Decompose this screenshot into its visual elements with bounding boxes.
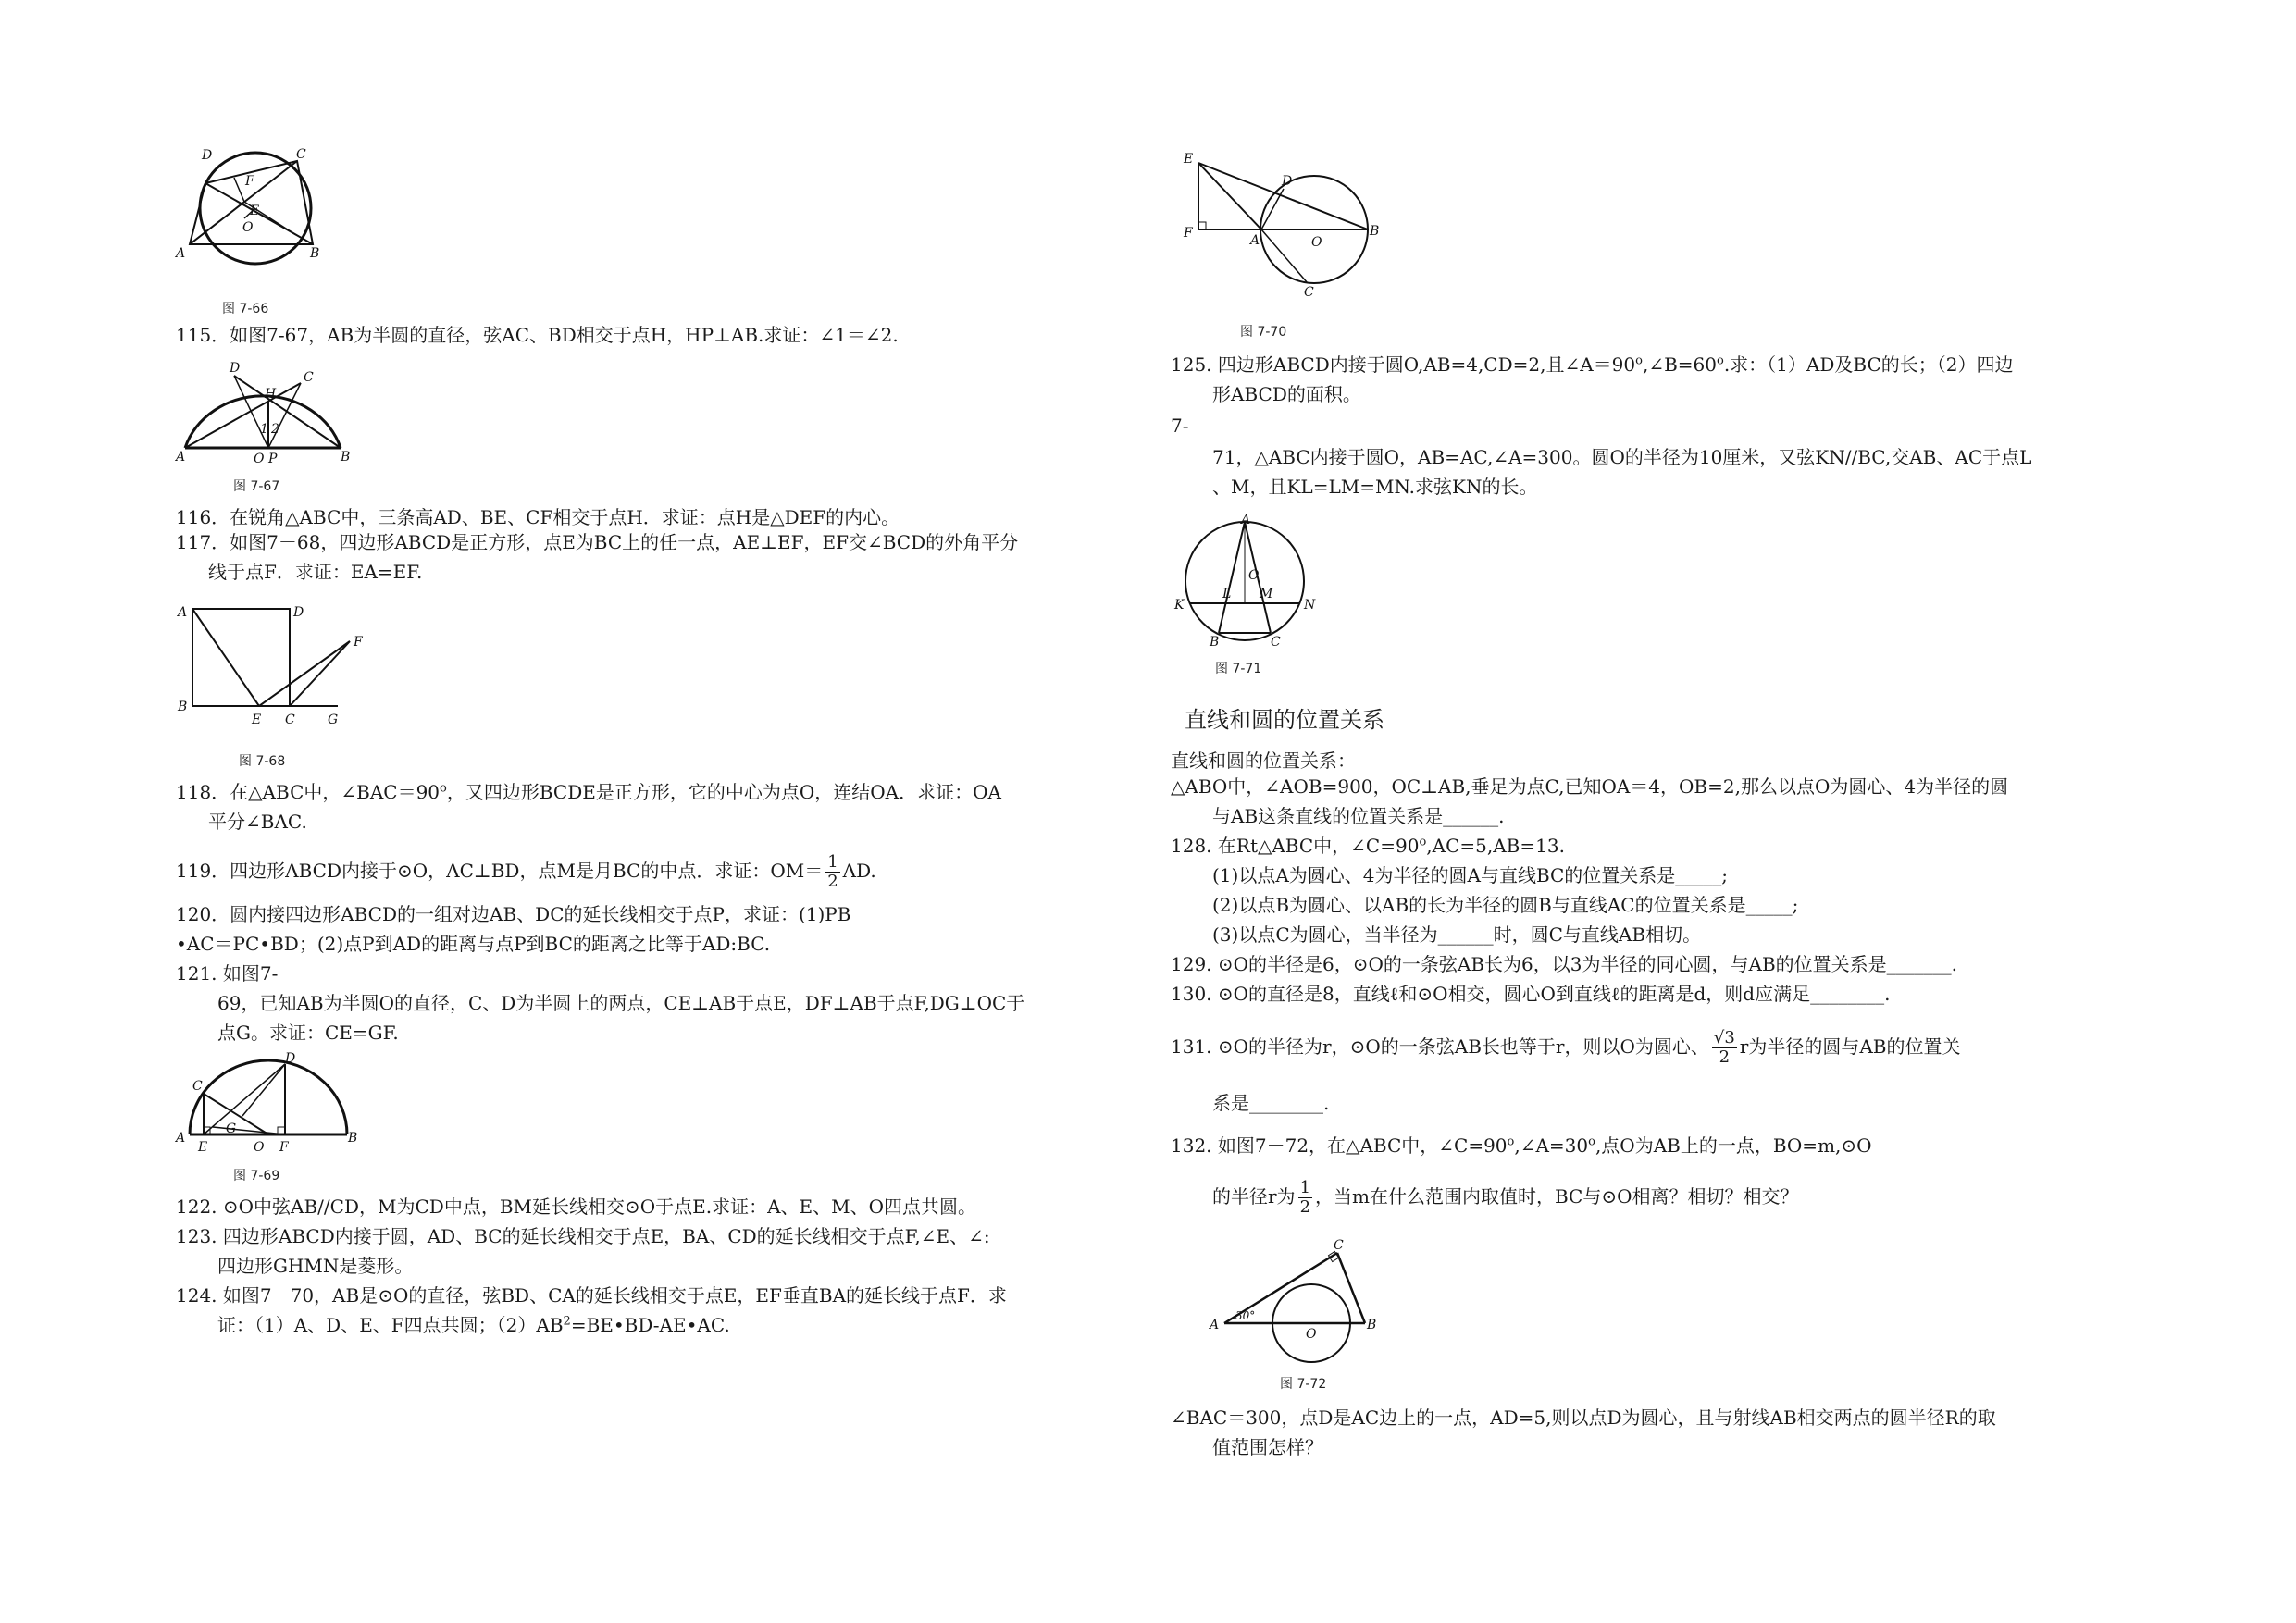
problem-125-mid: ,∠B=60 [1642,353,1717,376]
figure-7-72 [1208,1238,1393,1358]
label-B: B [1370,224,1380,239]
problem-130: 130. ⊙O的直径是8，直线ℓ和⊙O相交，圆心O到直线ℓ的距离是d，则d应满足________. [1171,983,1891,1005]
label-C: C [1304,285,1314,300]
degree-sup: o [1635,353,1643,368]
figure-7-69 [176,1051,361,1155]
label-A: A [1241,513,1251,527]
figure-7-69-drawing [176,1051,361,1155]
problem-125-text: 125. 四边形ABCD内接于圆O,AB=4,CD=2,且∠A＝90 [1171,353,1636,376]
problem-132-text3: ，当m在什么范围内取值时，BC与⊙O相离？相切？相交？ [1315,1185,1799,1208]
label-B: B [348,1131,358,1146]
problem-124-text: 证：（1）A、D、E、F四点共圆；（2）AB [217,1314,564,1336]
label-C: C [304,370,314,385]
problem-122: 122. ⊙O中弦AB//CD，M为CD中点，BM延长线相交⊙O于点E.求证：A、E、M、O四点共圆。 [176,1196,977,1218]
problem-120-line1: 120．圆内接四边形ABCD的一组对边AB、DC的延长线相交于点P，求证：(1)PB [176,903,851,925]
label-B: B [1210,635,1220,650]
problem-129: 129. ⊙O的半径是6，⊙O的一条弦AB长为6，以3为半径的同心圆，与AB的位置关系是_______. [1171,953,1958,975]
label-M: M [1260,587,1273,601]
figure-7-66-caption: 图 7-66 [222,302,269,316]
figure-7-72-drawing [1208,1238,1393,1358]
label-D: D [285,1051,296,1066]
problem-131-line1 [1171,1029,1960,1067]
label-C: C [1271,635,1281,650]
label-E: E [1184,152,1194,167]
problem-118-text: 118．在△ABC中，∠BAC＝90 [176,781,441,803]
problem-121-line1: 121. 如图7- [176,962,279,985]
label-D: D [293,605,304,620]
problem-119-text-end: AD. [842,860,876,882]
section-subheading: 直线和圆的位置关系： [1171,750,1356,772]
label-A: A [1250,233,1260,248]
problem-120-line2: •AC＝PC•BD；(2)点P到AD的距离与点P到BC的距离之比等于AD:BC. [176,933,771,955]
degree-sup: o [1419,835,1427,849]
problem-119 [176,853,876,891]
figure-7-67-drawing [176,363,352,474]
problem-127-line2: 与AB这条直线的位置关系是______. [1212,805,1505,827]
degree-sup: o [440,781,447,796]
problem-128-line1 [1171,833,1565,859]
degree-sup: o [1507,1134,1515,1149]
problem-119-text: 119．四边形ABCD内接于⊙O，AC⊥BD，点M是月BC的中点．求证：OM＝ [176,860,824,882]
figure-7-70-drawing [1180,148,1380,300]
problem-118-text-rest: ，又四边形BCDE是正方形，它的中心为点O，连结OA．求证：OA [446,781,1001,803]
label-O: O [254,1140,265,1155]
problem-124-line2 [217,1312,730,1338]
figure-7-68 [176,600,379,727]
problem-132-text: 132. 如图7－72，在△ABC中，∠C=90 [1171,1134,1508,1157]
figure-7-66-drawing [176,148,338,268]
section-heading: 直线和圆的位置关系 [1185,707,1384,733]
problem-132-mid: ,∠A=30 [1514,1134,1589,1157]
problem-117-line2: 线于点F．求证：EA=EF. [208,561,423,583]
fraction-one-half [825,853,839,891]
label-E: E [252,712,262,727]
fraction-denominator: 2 [1299,1197,1311,1217]
figure-7-67 [176,363,352,474]
degree-sup: o [1717,353,1724,368]
problem-127-line1: △ABO中，∠AOB=900，OC⊥AB,垂足为点C,已知OA＝4，OB=2,那么以点O为圆心、4为半径的圆 [1171,775,2009,798]
problem-128-part2: (2)以点B为圆心、以AB的长为半径的圆B与直线AC的位置关系是_____; [1212,894,1799,916]
problem-118-line2: 平分∠BAC. [208,811,307,833]
label-C: C [192,1079,203,1094]
problem-121-line2: 69，已知AB为半圆O的直径，C、D为半圆上的两点，CE⊥AB于点E，DF⊥AB于点F,DG⊥OC于 [217,992,1025,1014]
label-C: C [285,712,295,727]
label-O: O [1311,235,1322,250]
problem-116: 116．在锐角△ABC中，三条高AD、BE、CF相交于点H．求证：点H是△DEF的内心。 [176,506,900,528]
label-A: A [1210,1318,1220,1332]
problem-132-line2 [1212,1179,1799,1217]
figure-7-68-caption: 图 7-68 [239,754,286,769]
fraction-numerator: 1 [1299,1178,1311,1197]
label-C: C [296,147,306,162]
label-E: E [250,204,260,218]
label-N: N [1304,598,1316,613]
problem-133-line1: ∠BAC＝300，点D是AC边上的一点，AD=5,则以点D为圆心，且与射线AB相交两点的圆半径R的取 [1171,1406,1996,1429]
problem-121-line3: 点G。求证：CE=GF. [217,1022,399,1044]
square-sup: 2 [563,1314,571,1329]
degree-sup: o [1588,1134,1595,1149]
problem-128-part1: (1)以点A为圆心、4为半径的圆A与直线BC的位置关系是_____; [1212,864,1729,886]
problem-124-line1: 124. 如图7－70，AB是⊙O的直径，弦BD、CA的延长线相交于点E，EF垂直BA的延长线于点F．求 [176,1284,1007,1307]
problem-128-text: 128. 在Rt△ABC中，∠C=90 [1171,835,1420,857]
problem-128-part3: (3)以点C为圆心，当半径为______时，圆C与直线AB相切。 [1212,923,1702,946]
fraction-one-half [1298,1179,1312,1217]
problem-117-line1: 117．如图7－68，四边形ABCD是正方形，点E为BC上的任一点，AE⊥EF，EF交∠BCD的外角平分 [176,531,1019,553]
problem-123-line1: 123. 四边形ABCD内接于圆，AD、BC的延长线相交于点E，BA、CD的延长线相交于点F,∠E、∠: [176,1225,990,1247]
figure-7-71 [1174,513,1317,650]
fraction-numerator: √3 [1713,1028,1735,1047]
fraction-denominator: 2 [827,872,838,891]
problem-126-line2: 71，△ABC内接于圆O，AB=AC,∠A=300。圆O的半径为10厘米，又弦KN//BC,交AB、AC于点L [1212,446,2032,468]
figure-7-69-caption: 图 7-69 [233,1169,280,1183]
figure-7-66 [176,148,338,268]
label-2: 2 [271,422,279,437]
problem-118-line1 [176,779,1001,805]
problem-132-text2: 的半径r为 [1212,1185,1296,1208]
problem-124-text-rest: =BE•BD-AE•AC. [570,1314,730,1336]
label-A: A [178,605,188,620]
label-B: B [341,450,351,465]
figure-7-67-caption: 图 7-67 [233,479,280,494]
problem-133-line2: 值范围怎样？ [1212,1436,1323,1458]
label-A: A [176,246,186,261]
label-F: F [1184,226,1193,241]
problem-132-line1 [1171,1133,1872,1158]
label-D: D [1282,174,1293,189]
figure-7-72-caption: 图 7-72 [1280,1377,1327,1392]
problem-123-line2: 四边形GHMN是菱形。 [217,1255,414,1277]
label-L: L [1222,587,1232,601]
problem-131-text: 131. ⊙O的半径为r，⊙O的一条弦AB长也等于r，则以O为圆心、 [1171,1035,1709,1058]
label-G: G [226,1121,237,1136]
label-D: D [230,361,241,376]
label-C: C [1334,1238,1344,1253]
figure-7-71-caption: 图 7-71 [1215,662,1262,676]
figure-7-70-caption: 图 7-70 [1240,325,1287,340]
label-B: B [178,700,188,714]
label-H: H [265,387,277,402]
label-E: E [198,1140,208,1155]
problem-126-line3: 、M，且KL=LM=MN.求弦KN的长。 [1212,476,1538,498]
label-B: B [310,246,320,261]
label-P: P [268,452,278,466]
label-A: A [176,450,186,465]
label-F: F [354,635,363,650]
problem-115: 115．如图7-67，AB为半圆的直径，弦AC、BD相交于点H，HP⊥AB.求证：∠1＝∠2. [176,324,899,346]
label-K: K [1174,598,1185,613]
problem-131-text-end: r为半径的圆与AB的位置关 [1739,1035,1961,1058]
problem-132-rest: ,点O为AB上的一点，BO=m,⊙O [1595,1134,1872,1157]
label-O: O [242,220,254,235]
label-D: D [202,148,213,163]
label-F: F [245,174,254,189]
problem-131-line2: 系是________. [1212,1092,1330,1114]
problem-125-line2: 形ABCD的面积。 [1212,383,1361,405]
label-G: G [328,712,339,727]
figure-7-71-drawing [1174,513,1317,650]
figure-7-68-drawing [176,600,379,727]
fraction-sqrt3-over-2 [1712,1029,1737,1067]
fraction-numerator: 1 [827,852,838,872]
label-F: F [279,1140,289,1155]
problem-128-rest: ,AC=5,AB=13. [1426,835,1565,857]
label-O: O [1248,568,1260,583]
label-A: A [176,1131,186,1146]
problem-126-line1: 7- [1171,415,1189,437]
label-1: 1 [260,422,268,437]
figure-7-70 [1180,148,1380,300]
problem-125-rest: .求：（1）AD及BC的长；（2）四边 [1723,353,2014,376]
label-O: O [254,452,265,466]
label-O: O [1306,1327,1317,1342]
label-30-degrees: 30° [1235,1309,1256,1322]
problem-125-line1 [1171,352,2013,378]
fraction-denominator: 2 [1719,1047,1731,1067]
label-B: B [1367,1318,1377,1332]
